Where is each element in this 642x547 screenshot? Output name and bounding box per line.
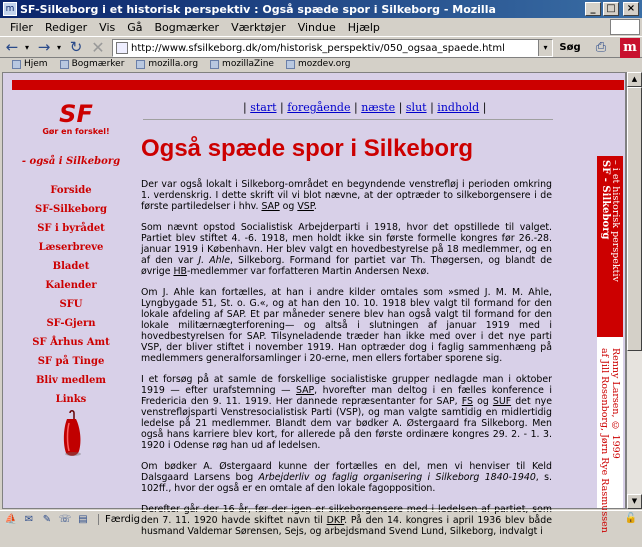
divider (143, 119, 553, 120)
forward-button[interactable]: → (37, 38, 51, 56)
mail-icon[interactable]: ✉ (24, 513, 34, 525)
crumb-end-link[interactable]: slut (405, 101, 427, 114)
minimize-button[interactable]: _ (585, 2, 601, 16)
maximize-button[interactable]: □ (603, 2, 619, 16)
text: , s. 102ff., hvor der også er en omtale af den lokale fagopposition. (141, 472, 552, 494)
text: Som nævnt opstod Socialistisk Arbejderparti i 1918, hvor det opstillede til valget. Partiet blev stiftet 4. -6. 1918, men holdt ikke sin første formelle kongres før 26.-28. januar 1919 i København. Her blev valgt en hovedbestyrelse på 18 medlemmer, og en af den var (141, 222, 552, 266)
bookmark-bogmaerker[interactable] (60, 59, 125, 69)
vertical-banner (597, 156, 623, 533)
crumb-next-link[interactable]: næste (361, 101, 396, 114)
breadcrumb-nav (243, 101, 486, 114)
banner-subtitle: – i et historisk perspektiv (610, 160, 621, 282)
text: I et forsøg på at samle de forskellige socialistiske grupper nedlagde man i oktober 1919 — efter urafstemning — (141, 374, 552, 396)
paragraph-5 (141, 461, 552, 494)
menu-vindue[interactable]: Vindue (297, 20, 336, 34)
mozilla-app-icon: m (3, 2, 17, 16)
sidebar-item-links[interactable]: Links (55, 394, 87, 405)
print-button[interactable]: ⎙ (595, 40, 607, 55)
sap-abbr[interactable]: SAP (295, 385, 315, 396)
status-bar (0, 510, 642, 528)
menu-filer[interactable]: Filer (10, 20, 33, 34)
paragraph-2 (141, 222, 552, 277)
sidebar-item-laeserbreve[interactable]: Læserbreve (38, 242, 104, 253)
bookmark-label: mozdev.org (297, 59, 351, 69)
crumb-index-link[interactable]: indhold (437, 101, 480, 114)
navigator-icon[interactable]: ⛵ (4, 513, 18, 525)
reload-button[interactable]: ↻ (69, 38, 83, 56)
sidebar-nav (21, 155, 121, 409)
bookmark-mozdev-org[interactable] (286, 59, 351, 69)
person-name: J. Ahle (198, 255, 230, 266)
text: og (279, 201, 298, 212)
bookmarks-icon (60, 60, 69, 69)
crumb-separator: | (280, 101, 284, 114)
scroll-thumb[interactable] (627, 87, 642, 351)
crumb-start-link[interactable]: start (250, 101, 277, 114)
bookmarks-toolbar (0, 58, 642, 70)
sidebar-item-sf-silkeborg[interactable]: SF-Silkeborg (34, 204, 108, 215)
forward-history-dropdown[interactable]: ▾ (56, 42, 61, 52)
dkp-abbr[interactable]: DKP (326, 515, 345, 526)
url-dropdown-button[interactable]: ▾ (538, 40, 552, 56)
text: , Silkeborg. Formand for partiet var Th. Thøgersen, og blandt de øvrige (141, 255, 553, 277)
window-title: SF-Silkeborg i et historisk perspektiv : Også spæde spor i Silkeborg - Mozilla (20, 2, 496, 16)
bookmark-page-icon (210, 60, 219, 69)
menu-rediger[interactable]: Rediger (44, 20, 88, 34)
vsp-abbr[interactable]: VSP (297, 201, 314, 212)
sidebar-item-sf-gjern[interactable]: SF-Gjern (46, 318, 96, 329)
stop-button[interactable]: ✕ (91, 37, 105, 57)
suf-abbr[interactable]: SUF (492, 396, 512, 407)
menu-bogmaerker[interactable]: Bogmærker (154, 20, 220, 34)
text: det nye venstrefløjsparti Venstresocialistisk Parti (VSP), og man valgte samtidig en midlertidig ledelse på 21 medlemmer. Blandt dem var bødker A. Østergaard fra Silkeborg. Men også hans karriere blev kort, for allerede på den første ordinære kongres 29. 2. - 1. 3. 1920 i Odense røg han ud af ledelsen. (141, 396, 552, 451)
sidebar-item-kalender[interactable]: Kalender (45, 280, 97, 291)
sidebar-item-sf-aarhus-amt[interactable]: SF Århus Amt (32, 337, 110, 348)
menu-bar (0, 18, 642, 36)
paragraph-3: Om J. Ahle kan fortælles, at han i andre kilder omtales som »smed J. M. M. Ahle, Lyngbygade 51, St. o. G.«, og at han den 10. 10. 1918 blev valgt til formand for den lokale afdeling af SAP. Et par måneder senere blev han også valgt til formand for den lokale militærnægterforening— og altså i slutningen af januar 1919 med i hovedbestyrelsen for SAP. Tilsyneladende træder han ikke med over i det nye parti VSP, der bliver stiftet i november 1919. Han optræder dog i faglig sammenhæng på medlemmers generalforsamlinger i 20-erne, men ellers fortaber sporene sig. (141, 287, 552, 364)
text: . På den 14. kongres i april 1936 blev både husmand Valdemar Sørensen, Sejs, og arbejdsmand Svend Lund, Silkeborg, indvalgt i (141, 515, 552, 537)
banner-credit-authors: af Jill Rosenborg, Jørn Rye Rasmussen (599, 348, 610, 533)
back-history-dropdown[interactable]: ▾ (24, 42, 29, 52)
banner-red-block (597, 156, 623, 337)
navigation-toolbar (0, 36, 642, 58)
text: . (313, 201, 317, 212)
bookmark-hjem[interactable] (12, 59, 48, 69)
security-lock-icon: 🔓 (624, 513, 638, 524)
sidebar-item-sf-paa-tinge[interactable]: SF på Tinge (37, 356, 105, 367)
crumb-separator: | (398, 101, 403, 114)
address-book-icon[interactable]: ▤ (78, 513, 88, 525)
bookmark-label: Bogmærker (71, 59, 125, 69)
bookmark-label: Hjem (24, 59, 48, 69)
menu-vis[interactable]: Vis (99, 20, 116, 34)
crumb-separator: | (243, 101, 247, 114)
chat-icon[interactable]: ☏ (58, 513, 72, 525)
banner-credit-copyright: Renny Larsen, © 1999 (610, 348, 621, 459)
menu-hjaelp[interactable]: Hjælp (347, 20, 380, 34)
text: , hvorefter man deltog i en fælles konference i Fredericia den 9. 11. 1919. Her dannede repræsentanter for SAP, (141, 385, 552, 407)
page-icon (116, 42, 128, 54)
sap-abbr[interactable]: SAP (261, 201, 280, 212)
crumb-prev-link[interactable]: foregående (287, 101, 351, 114)
text: -medlemmer var forfatteren Martin Andersen Nexø. (186, 266, 430, 277)
sf-logo-text: SF (59, 100, 93, 128)
bookmark-label: mozillaZine (222, 59, 274, 69)
throbber-icon (610, 19, 640, 35)
mozilla-logo-icon[interactable]: m (620, 38, 640, 58)
back-button[interactable]: ← (5, 38, 19, 56)
text: og (472, 396, 493, 407)
sidebar-item-forside[interactable]: Forside (50, 185, 92, 196)
title-bar (0, 0, 642, 18)
status-text: Færdig (98, 514, 140, 525)
vertical-scrollbar[interactable] (626, 72, 642, 509)
text: Derefter går der 16 år, før der igen er silkeborgensere med i ledelsen af partiet, som den 7. 11. 1920 havde skiftet navn til (141, 504, 552, 526)
sidebar-current-page: - også i Silkeborg (21, 156, 121, 167)
composer-icon[interactable]: ✎ (42, 513, 52, 525)
banner-title: SF - Silkeborg (600, 160, 611, 240)
bookmark-mozillazine[interactable] (210, 59, 274, 69)
bookmark-page-icon (286, 60, 295, 69)
article-body (141, 179, 552, 547)
search-button[interactable]: Søg (559, 42, 581, 53)
red-bag-illustration (61, 409, 83, 457)
sidebar-item-sfu[interactable]: SFU (59, 299, 83, 310)
scroll-down-button[interactable]: ▼ (627, 494, 642, 509)
page-title: Også spæde spor i Silkeborg (141, 135, 474, 162)
url-input[interactable] (131, 43, 538, 54)
crumb-separator: | (430, 101, 434, 114)
scroll-up-button[interactable]: ▲ (627, 72, 642, 87)
hb-abbr[interactable]: HB (173, 266, 187, 277)
paragraph-1 (141, 179, 552, 212)
paragraph-4 (141, 374, 552, 451)
menu-vaerktoejer[interactable]: Værktøjer (231, 20, 286, 34)
text: Der var også lokalt i Silkeborg-området en begyndende venstrefløj i perioden omkring 1. verdenskrig. I dette skrift vil vi blot nævne, at der optræder to silkeborgensere i de første partiledelser i hhv. (141, 179, 552, 212)
crumb-separator: | (482, 101, 487, 114)
bookmark-page-icon (136, 60, 145, 69)
bookmark-label: mozilla.org (148, 59, 199, 69)
close-button[interactable]: × (623, 2, 639, 16)
sidebar-item-bliv-medlem[interactable]: Bliv medlem (35, 375, 107, 386)
sidebar-item-bladet[interactable]: Bladet (52, 261, 90, 272)
sf-logo-tagline: Gør en forskel! (42, 127, 110, 136)
book-title: Arbejderliv og faglig organisering i Silkeborg 1840-1940 (258, 472, 536, 483)
crumb-separator: | (353, 101, 358, 114)
header-red-bar (12, 80, 624, 90)
url-bar (112, 39, 553, 57)
fs-abbr[interactable]: FS (461, 396, 473, 407)
sf-logo[interactable] (41, 101, 111, 143)
home-icon (12, 60, 21, 69)
menu-gaa[interactable]: Gå (127, 20, 143, 34)
bookmark-mozilla-org[interactable] (136, 59, 198, 69)
text: Om bødker A. Østergaard kunne der fortælles en del, men vi henviser til Keld Dalsgaard Larsens bog (141, 461, 552, 483)
sidebar-item-sf-i-byraadet[interactable]: SF i byrådet (37, 223, 105, 234)
